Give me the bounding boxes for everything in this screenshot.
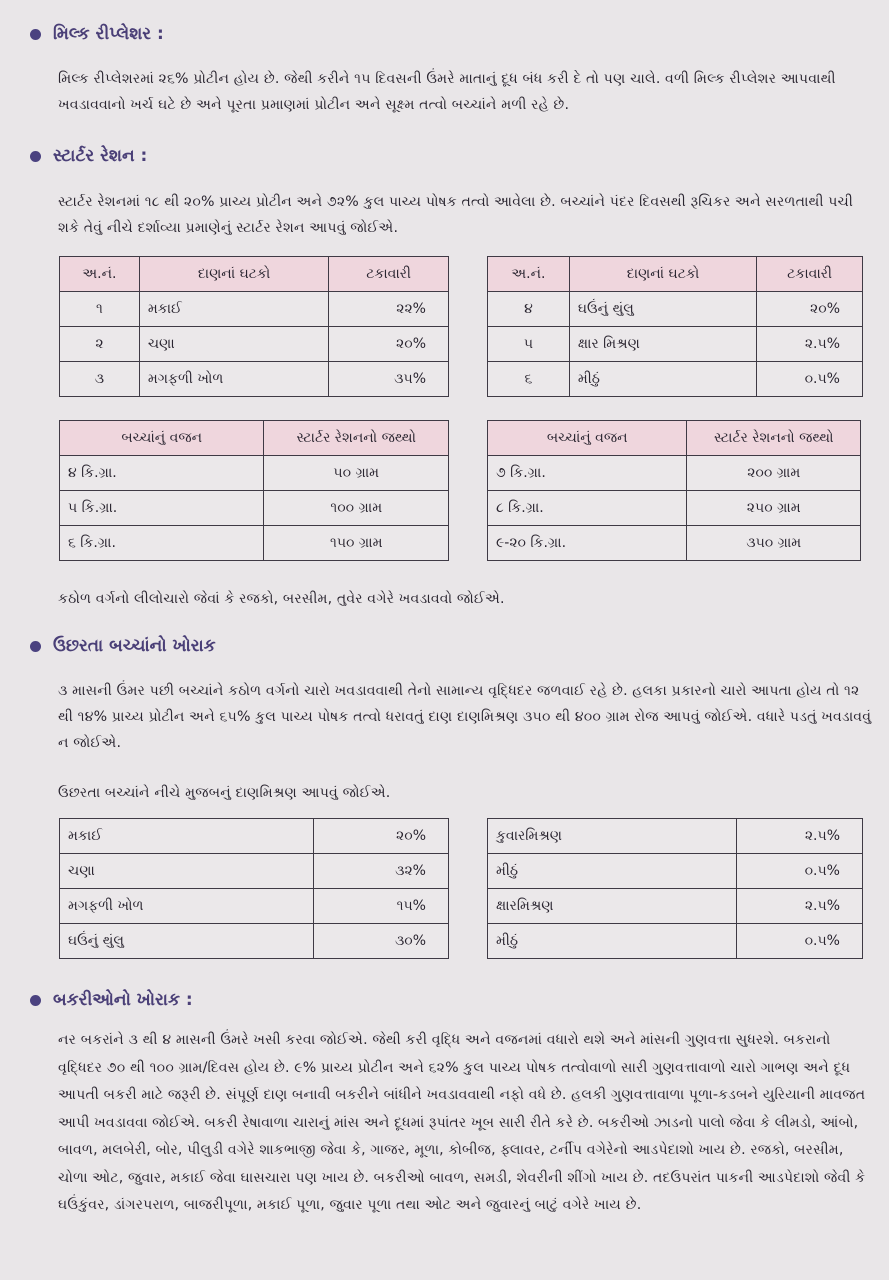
- table-row: [60, 889, 449, 924]
- table-cell: ૧૫૦ ગ્રામ: [264, 526, 449, 561]
- header-cell: ટકાવારી: [329, 257, 449, 292]
- table-row: [60, 362, 449, 397]
- table-cell: ૨૦%: [757, 292, 863, 327]
- table-row: [488, 327, 863, 362]
- weight-table-right: [487, 420, 861, 561]
- table-cell: ૨.૫%: [737, 889, 863, 924]
- table-cell: ૫: [488, 327, 570, 362]
- table-cell: મીઠું: [569, 362, 756, 397]
- header-cell: સ્ટાર્ટર રેશનનો જથ્થો: [264, 421, 449, 456]
- table-cell: મકાઈ: [139, 292, 328, 327]
- milk-replacer-paragraph: મિલ્ક રીપ્લેશરમાં ૨૬% પ્રોટીન હોય છે. જેથી કરીને ૧૫ દિવસની ઉંમરે માતાનું દૂધ બંધ કરી દે તો પણ ચાલે. વળી મિલ્ક રીપ્લેશર આપવાથી ખવડાવવાનો ખર્ચ ઘટે છે અને પૂરતા પ્રમાણમાં પ્રોટીન અને સૂક્ષ્મ તત્વો બચ્ચાંને મળી રહે છે.: [58, 71, 836, 113]
- bullet-icon: [30, 151, 41, 162]
- table-header-row: [60, 421, 449, 456]
- bullet-icon: [30, 995, 41, 1006]
- ration-table-right: [487, 256, 863, 397]
- table-cell: ૩૨%: [314, 854, 449, 889]
- table-cell: મગફળી ખોળ: [139, 362, 328, 397]
- table-row: [488, 854, 863, 889]
- table-row: [60, 819, 449, 854]
- table-cell: ૩૦%: [314, 924, 449, 959]
- table-row: [488, 924, 863, 959]
- table-header-row: [60, 257, 449, 292]
- header-cell: દાણનાં ઘટકો: [139, 257, 328, 292]
- table-header-row: [488, 421, 861, 456]
- table-cell: ઘઉંનું થુંલુ: [60, 924, 314, 959]
- header-cell: અ.નં.: [60, 257, 140, 292]
- table-cell: ક્ષાર મિશ્રણ: [569, 327, 756, 362]
- table-cell: ૨૨%: [329, 292, 449, 327]
- section-heading-growing-kids: [30, 636, 216, 656]
- table-row: [488, 819, 863, 854]
- table-row: [488, 292, 863, 327]
- table-row: [488, 456, 861, 491]
- table-cell: ૧: [60, 292, 140, 327]
- grain-mix-intro: ઉછરતા બચ્ચાંને નીચે મુજબનું દાણમિશ્રણ આપવું જોઈએ.: [58, 785, 391, 801]
- table-cell: ક્ષારમિશ્રણ: [488, 889, 737, 924]
- table-cell: મીઠું: [488, 924, 737, 959]
- bullet-icon: [30, 641, 41, 652]
- weight-table-left: [59, 420, 449, 561]
- table-row: [60, 854, 449, 889]
- section-heading-goat-feed: [30, 990, 193, 1010]
- grain-mix-table-right: [487, 818, 863, 959]
- header-cell: અ.નં.: [488, 257, 570, 292]
- table-cell: ૦.૫%: [737, 854, 863, 889]
- heading-text: ઉછરતા બચ્ચાંનો ખોરાક: [53, 636, 216, 656]
- bullet-icon: [30, 29, 41, 40]
- table-cell: ૧૫%: [314, 889, 449, 924]
- table-row: [488, 362, 863, 397]
- table-cell: ૬: [488, 362, 570, 397]
- table-cell: ઘઉંનું થુંલુ: [569, 292, 756, 327]
- table-cell: કુવારમિશ્રણ: [488, 819, 737, 854]
- table-cell: ૭ કિ.ગ્રા.: [488, 456, 687, 491]
- table-cell: ૨.૫%: [737, 819, 863, 854]
- table-cell: ૪: [488, 292, 570, 327]
- heading-text: બકરીઓનો ખોરાક :: [53, 990, 193, 1010]
- table-cell: ૨૦૦ ગ્રામ: [687, 456, 861, 491]
- header-cell: બચ્ચાંનું વજન: [488, 421, 687, 456]
- section-heading-starter-ration: [30, 146, 147, 166]
- table-cell: ૨૦%: [314, 819, 449, 854]
- green-fodder-note: કઠોળ વર્ગનો લીલોચારો જેવાં કે રજકો, બરસીમ, તુવેર વગેરે ખવડાવવો જોઈએ.: [58, 591, 505, 607]
- header-cell: સ્ટાર્ટર રેશનનો જથ્થો: [687, 421, 861, 456]
- table-cell: મકાઈ: [60, 819, 314, 854]
- table-header-row: [488, 257, 863, 292]
- table-cell: ૦.૫%: [757, 362, 863, 397]
- table-cell: ૬ કિ.ગ્રા.: [60, 526, 264, 561]
- table-row: [60, 327, 449, 362]
- table-cell: ૩૫%: [329, 362, 449, 397]
- table-cell: ૧૦૦ ગ્રામ: [264, 491, 449, 526]
- table-row: [60, 456, 449, 491]
- table-row: [60, 491, 449, 526]
- ration-table-left: [59, 256, 449, 397]
- table-cell: મગફળી ખોળ: [60, 889, 314, 924]
- table-cell: ૨૫૦ ગ્રામ: [687, 491, 861, 526]
- table-cell: ૩૫૦ ગ્રામ: [687, 526, 861, 561]
- heading-text: મિલ્ક રીપ્લેશર :: [53, 24, 164, 44]
- table-cell: ૫ કિ.ગ્રા.: [60, 491, 264, 526]
- starter-ration-paragraph: સ્ટાર્ટર રેશનમાં ૧૮ થી ૨૦% પ્રાચ્ય પ્રોટીન અને ૭૨% કુલ પાચ્ય પોષક તત્વો આવેલા છે. બચ્ચાંને પંદર દિવસથી રૂચિકર અને સરળતાથી પચી શકે તેવું નીચે દર્શાવ્યા પ્રમાણેનું સ્ટાર્ટર રેશન આપવું જોઈએ.: [58, 194, 854, 236]
- section-heading-milk-replacer: [30, 24, 164, 44]
- table-cell: ચણા: [60, 854, 314, 889]
- grain-mix-table-left: [59, 818, 449, 959]
- table-cell: ચણા: [139, 327, 328, 362]
- goat-feed-paragraph: નર બકરાંને ૩ થી ૪ માસની ઉંમરે ખસી કરવા જોઈએ. જેથી કરી વૃદ્ધિ અને વજનમાં વધારો થશે અને માંસની ગુણવત્તા સુધરશે. બકરાનો વૃદ્ધિદર ૭૦ થી ૧૦૦ ગ્રામ/દિવસ હોય છે. ૯% પ્રાચ્ય પ્રોટીન અને ૬૨% કુલ પાચ્ય પોષક તત્વોવાળો સારી ગુણવત્તાવાળો ચારો ગાભણ અને દૂધ આપતી બકરી માટે જરૂરી છે. સંપૂર્ણ દાણ બનાવી બકરીને બાંધીને ખવડાવવાથી નફો વધે છે. હલકી ગુણવત્તાવાળા પૂળા-કડબને યુરિયાની માવજત આપી ખવડાવવા જોઈએ. બકરી રેષાવાળા ચારાનું માંસ અને દૂધમાં રૂપાંતર ખૂબ સારી રીતે કરે છે. બકરીઓ ઝાડનો પાલો જેવા કે લીમડો, આંબો, બાવળ, મલબેરી, બોર, પીલુડી વગેરે શાકભાજી જેવા કે, ગાજર, મૂળા, કોબીજ, ફ્લાવર, ટર્નીપ વગેરેનો આડપેદાશો ખાય છે. રજકો, બરસીમ, ચોળા ઓટ, જુવાર, મકાઈ જેવા ઘાસચારા પણ ખાય છે. બકરીઓ બાવળ, સમડી, શેવરીની શીંગો ખાય છે. તદઉપરાંત પાકની આડપેદાશો જેવી કે ઘઉંકુંવર, ડાંગરપરાળ, બાજરીપૂળા, મકાઈ પૂળા, જુવાર પૂળા તથા ઓટ અને જુવારનું બાટું વગેરે ખાય છે.: [58, 1032, 866, 1213]
- table-row: [488, 491, 861, 526]
- table-cell: ૦.૫%: [737, 924, 863, 959]
- table-cell: ૨૦%: [329, 327, 449, 362]
- table-row: [60, 526, 449, 561]
- table-cell: ૪ કિ.ગ્રા.: [60, 456, 264, 491]
- table-cell: ૮ કિ.ગ્રા.: [488, 491, 687, 526]
- table-cell: ૨.૫%: [757, 327, 863, 362]
- heading-text: સ્ટાર્ટર રેશન :: [53, 146, 148, 166]
- table-cell: ૨: [60, 327, 140, 362]
- table-row: [60, 924, 449, 959]
- table-cell: મીઠું: [488, 854, 737, 889]
- table-cell: ૩: [60, 362, 140, 397]
- header-cell: બચ્ચાંનું વજન: [60, 421, 264, 456]
- table-cell: ૯-૨૦ કિ.ગ્રા.: [488, 526, 687, 561]
- table-cell: ૫૦ ગ્રામ: [264, 456, 449, 491]
- header-cell: દાણનાં ઘટકો: [569, 257, 756, 292]
- table-row: [488, 526, 861, 561]
- header-cell: ટકાવારી: [757, 257, 863, 292]
- table-row: [60, 292, 449, 327]
- growing-kids-paragraph: ૩ માસની ઉંમર પછી બચ્ચાંને કઠોળ વર્ગનો ચારો ખવડાવવાથી તેનો સામાન્ય વૃદ્ધિદર જળવાઈ રહે છે. હલકા પ્રકારનો ચારો આપતા હોય તો ૧૨ થી ૧૪% પ્રાચ્ય પ્રોટીન અને ૬૫% કુલ પાચ્ય પોષક તત્વો ધરાવતું દાણ દાણમિશ્રણ ૩૫૦ થી ૪૦૦ ગ્રામ રોજ આપવું જોઈએ. વધારે પડતું ખવડાવવું ન જોઈએ.: [58, 683, 872, 751]
- table-row: [488, 889, 863, 924]
